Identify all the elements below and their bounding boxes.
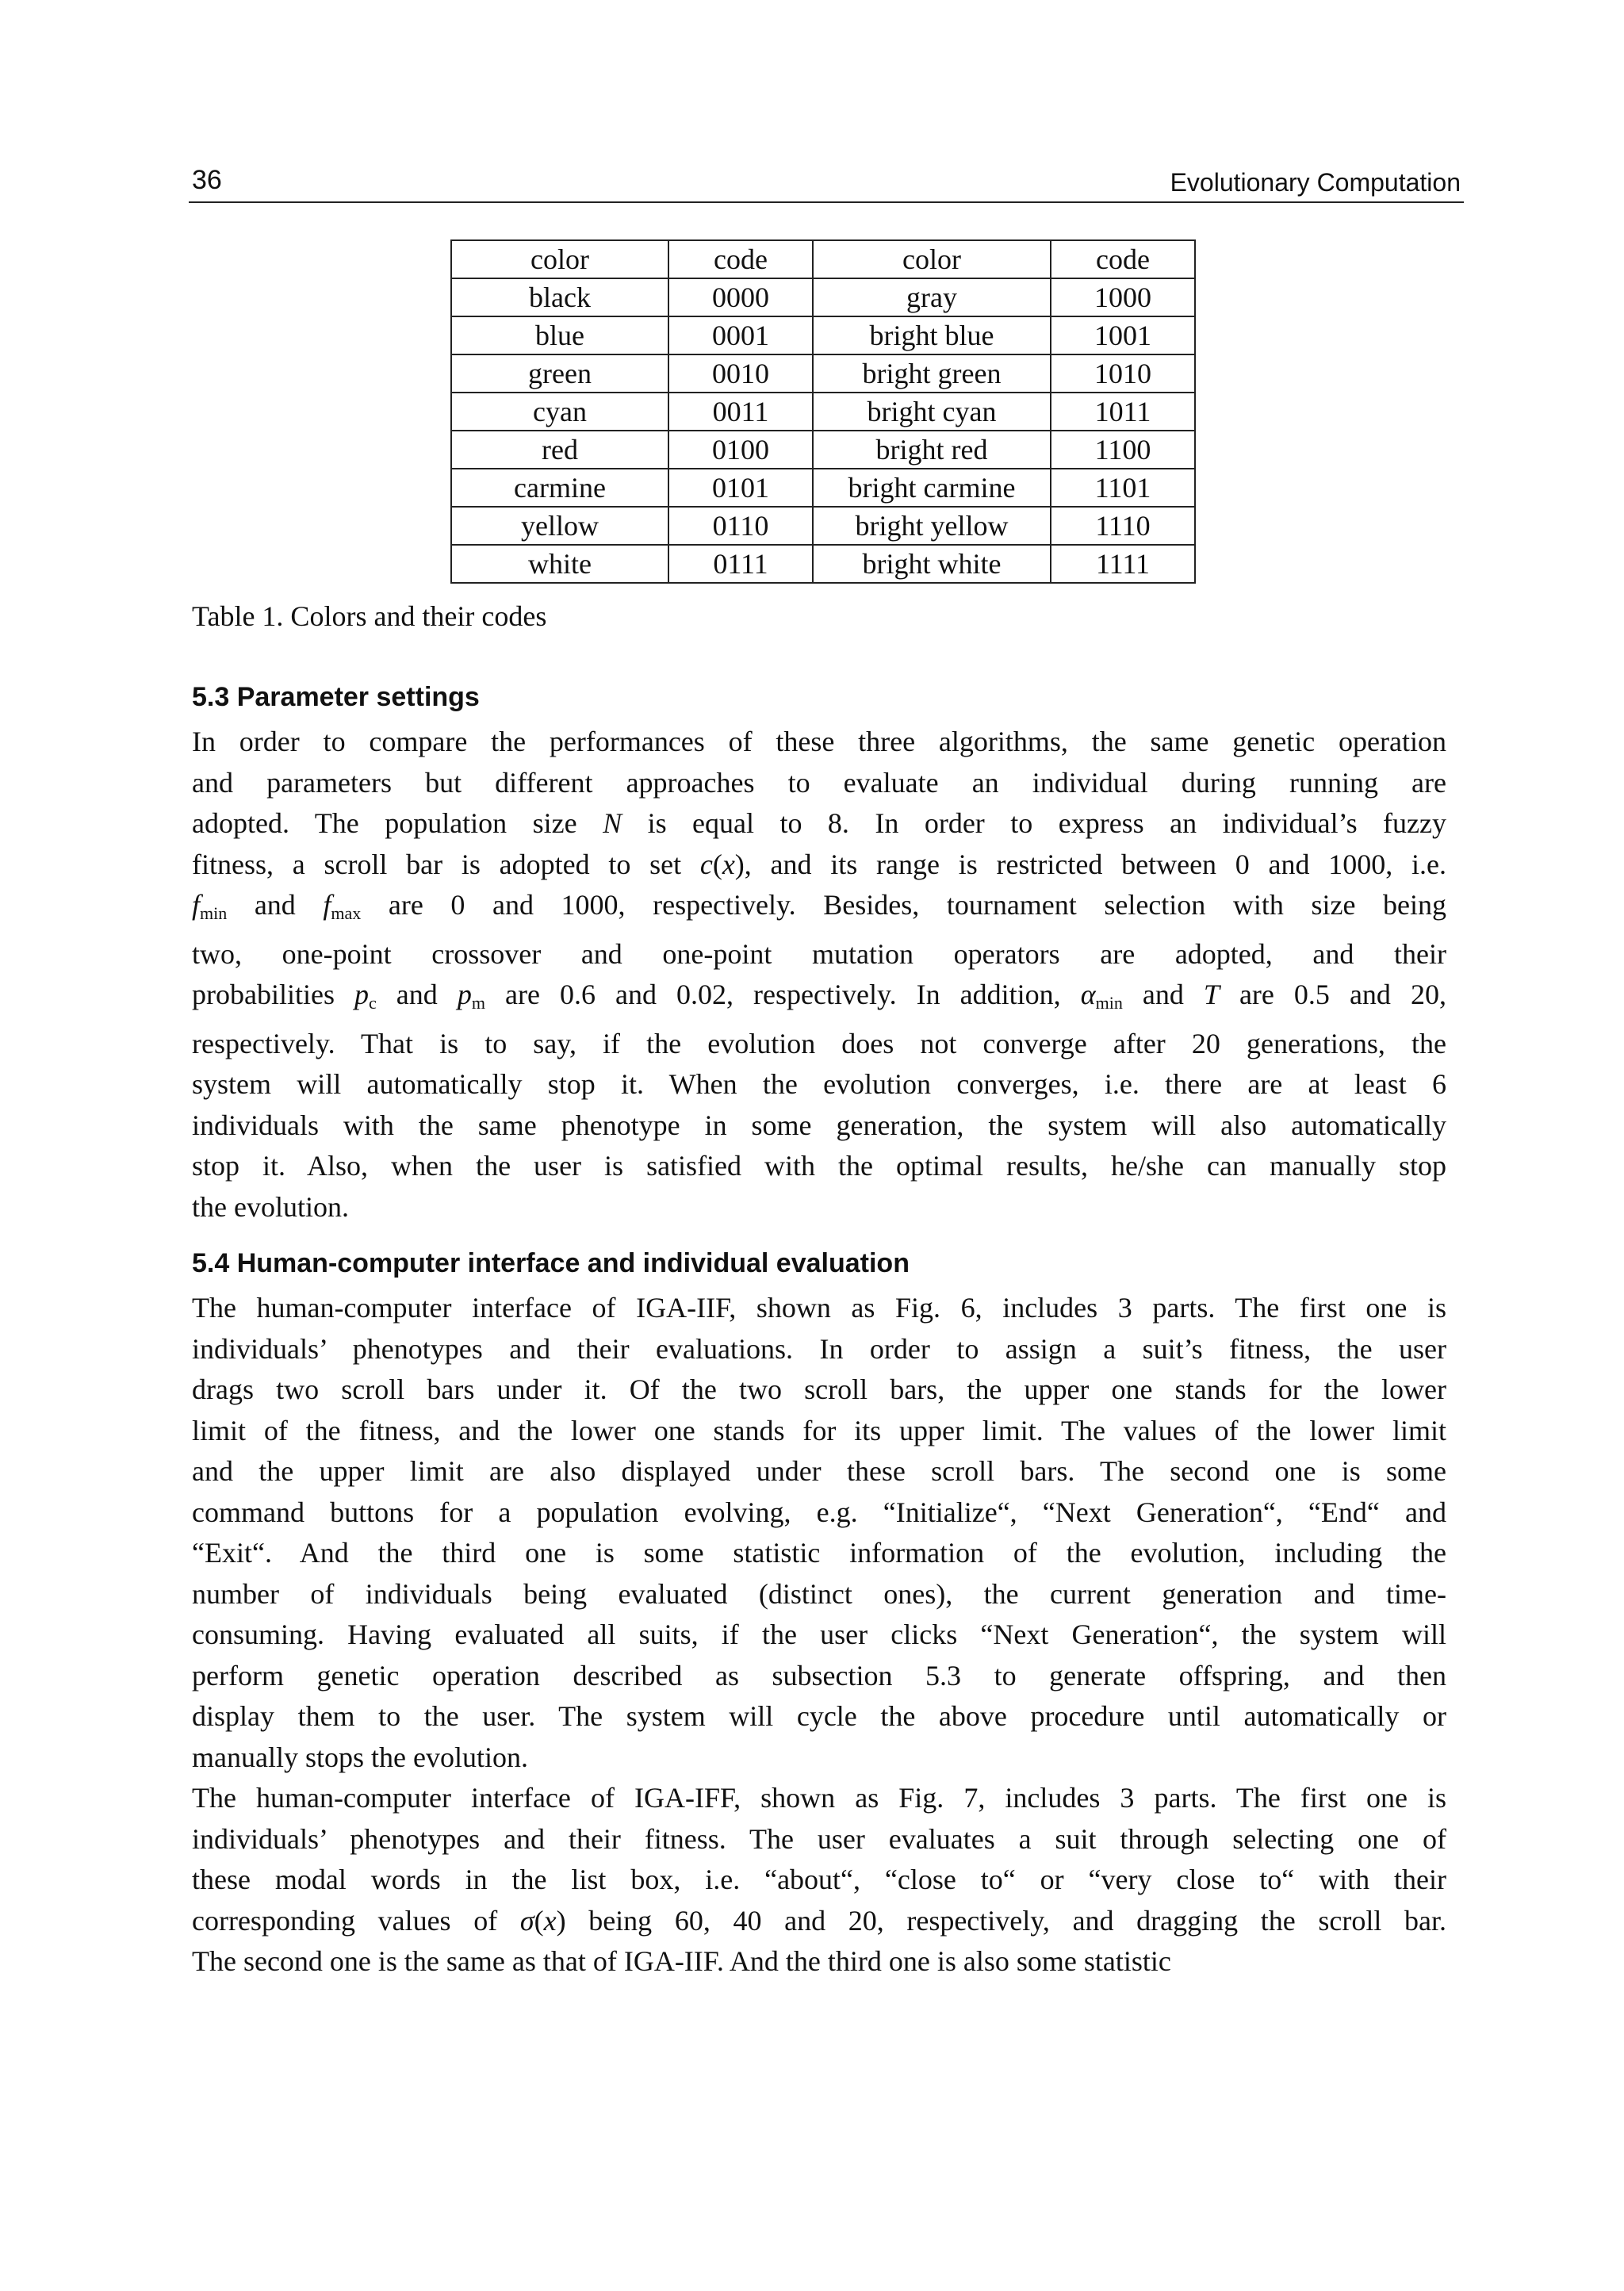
table-row <box>451 278 1195 316</box>
text-line: stop it. Also, when the user is satisfied with the optimal results, he/she can manually stop <box>192 1150 1446 1182</box>
table-cell: 1010 <box>1051 354 1195 393</box>
table-row <box>451 469 1195 507</box>
table-cell: 0101 <box>668 469 813 507</box>
table-cell: bright yellow <box>813 507 1051 545</box>
color-code-table <box>450 239 1196 584</box>
table-row <box>451 431 1195 469</box>
table-cell: 0010 <box>668 354 813 393</box>
table-cell: 0100 <box>668 431 813 469</box>
table-row <box>451 354 1195 393</box>
text-line: The second one is the same as that of IGA-IIF. And the third one is also some statistic <box>192 1945 1171 1977</box>
text-line: limit of the fitness, and the lower one stands for its upper limit. The values of the lower limit <box>192 1414 1446 1446</box>
section-5-4-title: 5.4 Human-computer interface and individual evaluation <box>192 1248 910 1278</box>
text-line: adopted. The population size N is equal to 8. In order to express an individual’s fuzzy <box>192 807 1447 839</box>
table-cell: 0111 <box>668 545 813 583</box>
table-cell: 0011 <box>668 393 813 431</box>
table-cell: cyan <box>451 393 668 431</box>
text-line: “Exit“. And the third one is some statistic information of the evolution, including the <box>192 1537 1446 1569</box>
table-header-cell: color <box>813 240 1051 278</box>
text-line: individuals’ phenotypes and their fitness. The user evaluates a suit through selecting one of <box>192 1822 1446 1855</box>
section-5-4-body <box>192 1288 1446 1983</box>
table-cell: bright white <box>813 545 1051 583</box>
table-cell: 1110 <box>1051 507 1195 545</box>
text-line: number of individuals being evaluated (distinct ones), the current generation and time- <box>192 1577 1446 1610</box>
table-cell: 1000 <box>1051 278 1195 316</box>
table-cell: green <box>451 354 668 393</box>
text-line: consuming. Having evaluated all suits, if the user clicks “Next Generation“, the system will <box>192 1619 1446 1650</box>
text-line: perform genetic operation described as subsection 5.3 to generate offspring, and then <box>192 1659 1446 1691</box>
text-line: two, one-point crossover and one-point mutation operators are adopted, and their <box>192 937 1446 970</box>
section-5-3-title: 5.3 Parameter settings <box>192 682 480 712</box>
table-cell: white <box>451 545 668 583</box>
table-header-cell: code <box>668 240 813 278</box>
table-cell: 1101 <box>1051 469 1195 507</box>
text-line: drags two scroll bars under it. Of the two scroll bars, the upper one stands for the lower <box>192 1373 1446 1405</box>
table-header-row <box>451 240 1195 278</box>
section-5-3-body <box>192 722 1446 1228</box>
text-line: fitness, a scroll bar is adopted to set c(x), and its range is restricted between 0 and 1000, i.e. <box>192 848 1446 880</box>
text-line: In order to compare the performances of these three algorithms, the same genetic operation <box>192 726 1446 757</box>
table-cell: 1111 <box>1051 545 1195 583</box>
text-line: the evolution. <box>192 1190 349 1223</box>
table-cell: 1011 <box>1051 393 1195 431</box>
table-cell: 0001 <box>668 316 813 354</box>
table-cell: 0000 <box>668 278 813 316</box>
table-cell: bright blue <box>813 316 1051 354</box>
header-rule <box>189 201 1464 203</box>
table-cell: gray <box>813 278 1051 316</box>
text-line: these modal words in the list box, i.e. “about“, “close to“ or “very close to“ with their <box>192 1864 1446 1895</box>
text-line: corresponding values of σ(x) being 60, 40 and 20, respectively, and dragging the scroll bar. <box>192 1904 1447 1937</box>
text-line: respectively. That is to say, if the evolution does not converge after 20 generations, the <box>192 1027 1446 1059</box>
text-line: The human-computer interface of IGA-IFF, shown as Fig. 7, includes 3 parts. The first one is <box>192 1782 1446 1814</box>
table-cell: black <box>451 278 668 316</box>
table-header-cell: color <box>451 240 668 278</box>
table-caption: Table 1. Colors and their codes <box>192 600 547 632</box>
running-title: Evolutionary Computation <box>1170 168 1461 197</box>
table-row <box>451 507 1195 545</box>
table-cell: bright cyan <box>813 393 1051 431</box>
table-cell: yellow <box>451 507 668 545</box>
text-line: probabilities $p_c$ and $p_m$ are 0.6 and 0.02, respectively. In addition, $\alpha_{min}$ and T are 0.5 and 20, <box>192 979 1446 1013</box>
text-line: command buttons for a population evolving, e.g. “Initialize“, “Next Generation“, “End“ and <box>192 1496 1446 1528</box>
table-header-cell: code <box>1051 240 1195 278</box>
text-line: and parameters but different approaches to evaluate an individual during running are <box>192 766 1446 799</box>
table-cell: bright carmine <box>813 469 1051 507</box>
table-row <box>451 545 1195 583</box>
text-line: and the upper limit are also displayed under these scroll bars. The second one is some <box>192 1455 1446 1487</box>
text-line: manually stops the evolution. <box>192 1741 528 1773</box>
page-number: 36 <box>192 165 222 195</box>
text-line: The human-computer interface of IGA-IIF, shown as Fig. 6, includes 3 parts. The first one is <box>192 1292 1446 1324</box>
table-cell: 1100 <box>1051 431 1195 469</box>
table-cell: blue <box>451 316 668 354</box>
table-cell: 0110 <box>668 507 813 545</box>
table-cell: carmine <box>451 469 668 507</box>
text-line: display them to the user. The system will cycle the above procedure until automatically or <box>192 1700 1446 1732</box>
table-row <box>451 316 1195 354</box>
text-line: individuals’ phenotypes and their evaluations. In order to assign a suit’s fitness, the user <box>192 1332 1446 1365</box>
table-cell: 1001 <box>1051 316 1195 354</box>
text-line: $f_{min}$ and $f_{max}$ are 0 and 1000, respectively. Besides, tournament selection with size being <box>192 889 1446 923</box>
text-line: system will automatically stop it. When the evolution converges, i.e. there are at least 6 <box>192 1068 1446 1100</box>
text-line: individuals with the same phenotype in some generation, the system will also automatically <box>192 1109 1446 1141</box>
table-cell: bright green <box>813 354 1051 393</box>
table-cell: red <box>451 431 668 469</box>
table-row <box>451 393 1195 431</box>
table-cell: bright red <box>813 431 1051 469</box>
